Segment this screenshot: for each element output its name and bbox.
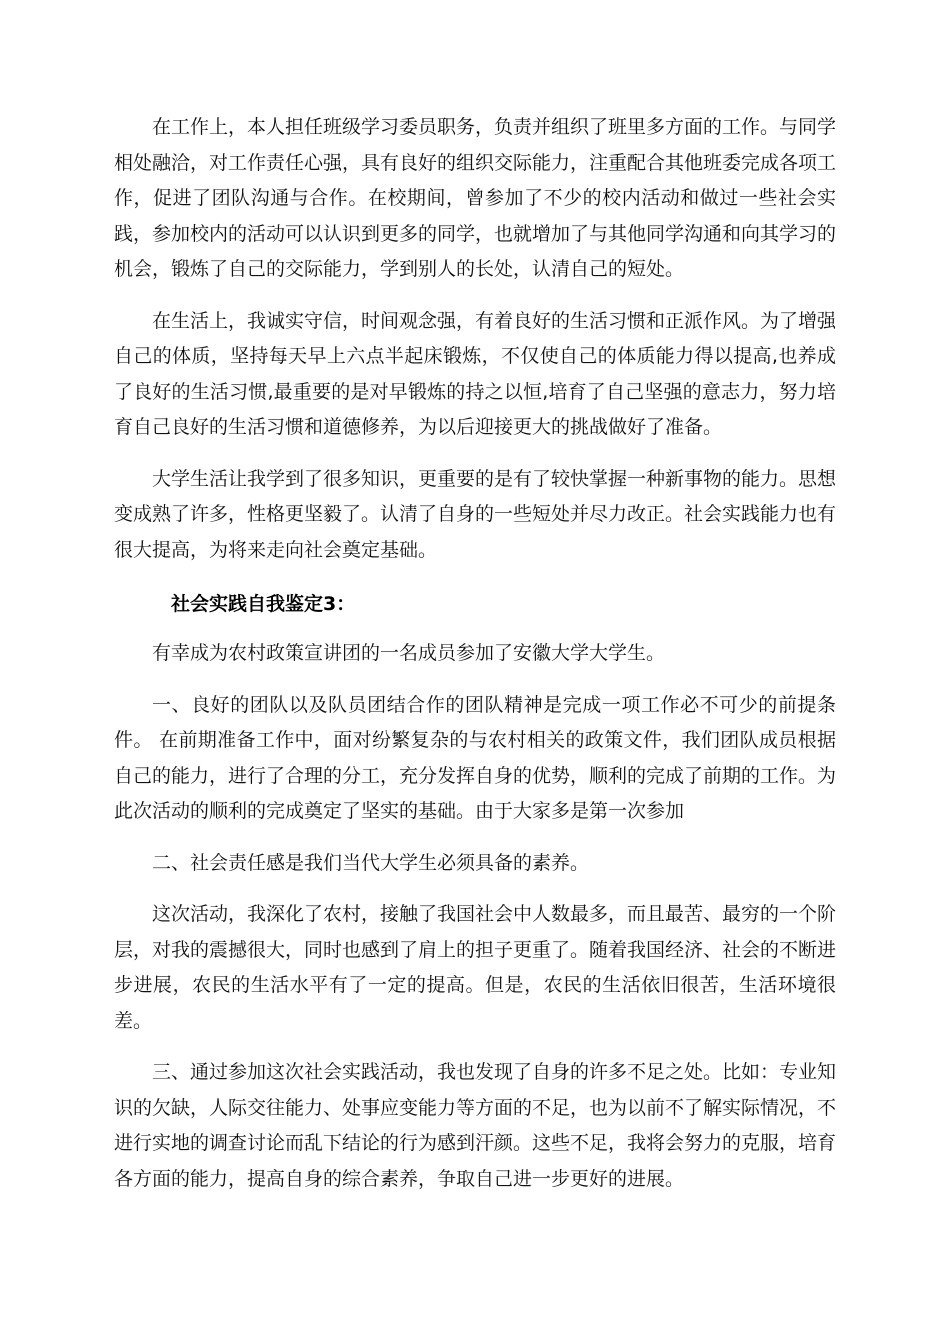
paragraph-point-two: 二、社会责任感是我们当代大学生必须具备的素养。 xyxy=(152,851,590,874)
section-heading: 社会实践自我鉴定3： xyxy=(171,593,356,615)
paragraph-university: 大学生活让我学到了很多知识，更重要的是有了较快掌握一种新事物的能力。思想变成熟了许多，性格更坚毅了。认清了自身的一些短处并尽力改正。社会实践能力也有很大提高，为将来走向社会奠定基础。 xyxy=(114,467,837,561)
paragraph-experience: 这次活动，我深化了农村，接触了我国社会中人数最多，而且最苦、最穷的一个阶层，对我的震撼很大，同时也感到了肩上的担子更重了。随着我国经济、社会的不断进步进展，农民的生活水平有了一定的提高。但是，农民的生活依旧很苦，生活环境很差。 xyxy=(114,903,837,1032)
paragraph-work: 在工作上，本人担任班级学习委员职务，负责并组织了班里多方面的工作。与同学相处融洽，对工作责任心强，具有良好的组织交际能力，注重配合其他班委完成各项工作，促进了团队沟通与合作。在校期间，曾参加了不少的校内活动和做过一些社会实践，参加校内的活动可以认识到更多的同学，也就增加了与其他同学沟通和向其学习的机会，锻炼了自己的交际能力，学到别人的长处，认清自己的短处。 xyxy=(114,116,837,280)
document-body xyxy=(114,110,836,1213)
paragraph-point-one: 一、良好的团队以及队员团结合作的团队精神是完成一项工作必不可少的前提条件。 在前期准备工作中，面对纷繁复杂的与农村相关的政策文件，我们团队成员根据自己的能力，进行了合理的分工，充分发挥自身的优势，顺利的完成了前期的工作。为此次活动的顺利的完成奠定了坚实的基础。由于大家多是第一次参加 xyxy=(114,693,837,822)
paragraph-point-three: 三、通过参加这次社会实践活动，我也发现了自身的许多不足之处。比如：专业知识的欠缺，人际交往能力、处事应变能力等方面的不足，也为以前不了解实际情况，不进行实地的调查讨论而乱下结论的行为感到汗颜。这些不足，我将会努力的克服，培育各方面的能力，提高自身的综合素养，争取自己进一步更好的进展。 xyxy=(114,1061,837,1190)
paragraph-life: 在生活上，我诚实守信，时间观念强，有着良好的生活习惯和正派作风。为了增强自己的体质，坚持每天早上六点半起床锻炼，不仅使自己的体质能力得以提高,也养成了良好的生活习惯,最重要的是对早锻炼的持之以恒,培育了自己坚强的意志力，努力培育自己良好的生活习惯和道德修养，为以后迎接更大的挑战做好了准备。 xyxy=(114,309,837,438)
paragraph-intro: 有幸成为农村政策宣讲团的一名成员参加了安徽大学大学生。 xyxy=(152,642,666,664)
